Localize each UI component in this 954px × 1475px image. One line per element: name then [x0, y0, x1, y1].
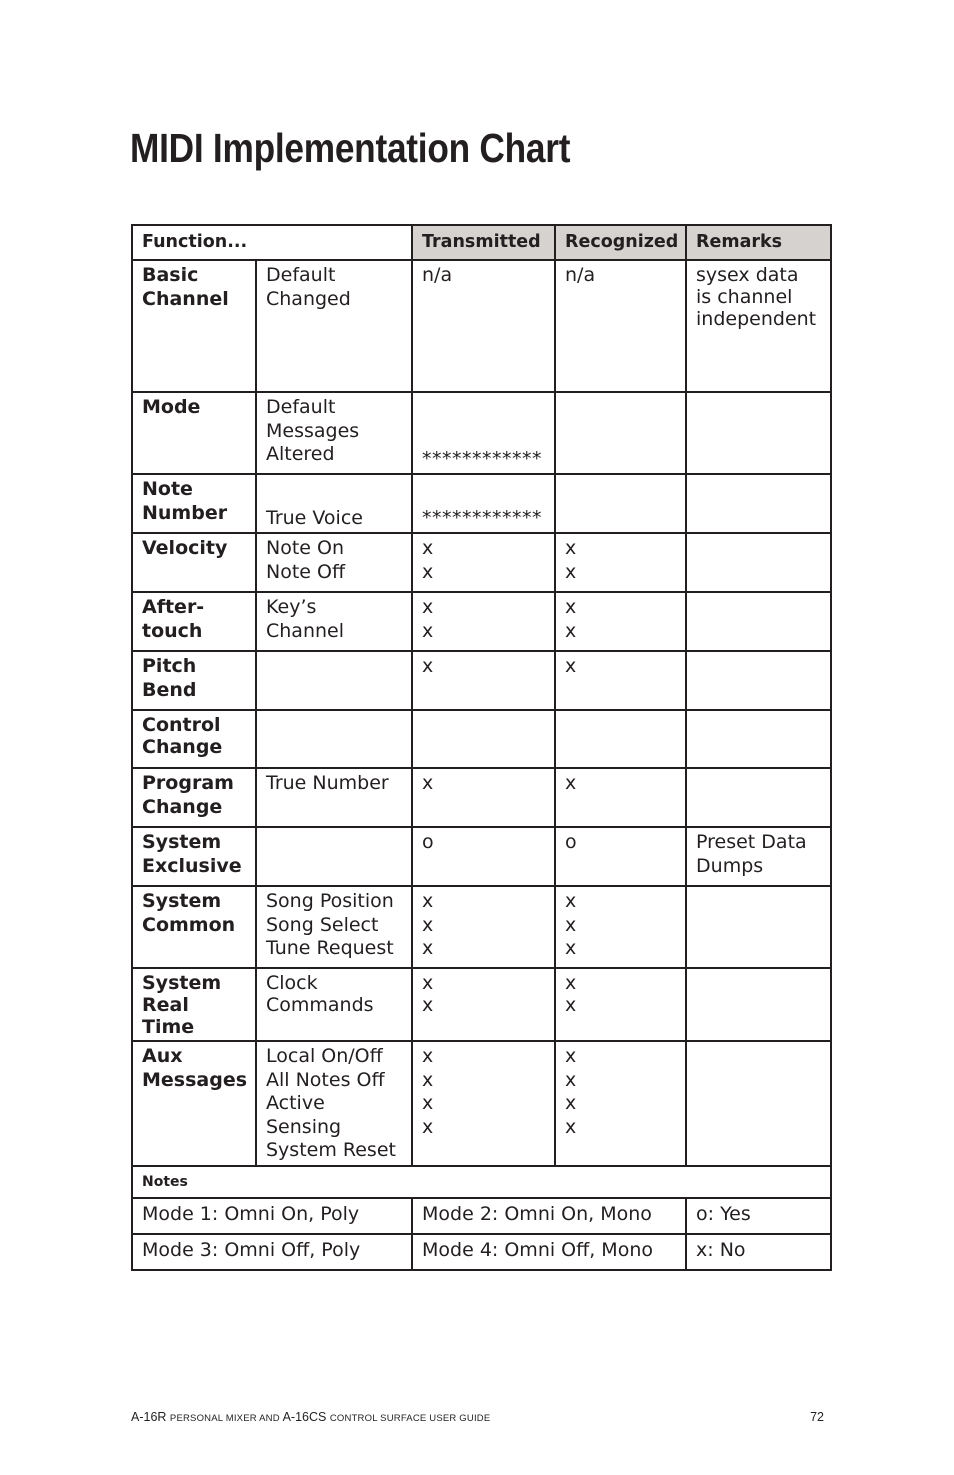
function-cell: Program Change: [132, 768, 256, 827]
footer-product-1-smallcaps: PERSONAL MIXER AND: [169, 1413, 280, 1424]
header-function: Function...: [132, 225, 412, 260]
remarks-cell: [686, 768, 831, 827]
function-cell: Note Number: [132, 474, 256, 533]
notes-row: [132, 1234, 831, 1270]
footer-guide-title: [131, 1408, 490, 1428]
table-row: [132, 392, 831, 474]
footer-product-2-smallcaps: CONTROL SURFACE USER GUIDE: [329, 1413, 491, 1424]
remarks-cell: [686, 1041, 831, 1166]
transmitted-cell: x: [412, 651, 555, 710]
transmitted-cell: [412, 710, 555, 768]
detail-cell: True Voice: [256, 474, 412, 533]
note-cell: Mode 4: Omni Off, Mono: [412, 1234, 686, 1270]
function-cell: System Real Time: [132, 968, 256, 1041]
footer-product-1: A-16R: [131, 1410, 170, 1424]
remarks-cell: Preset Data Dumps: [686, 827, 831, 886]
transmitted-cell: n/a: [412, 260, 555, 392]
note-cell: x: No: [686, 1234, 831, 1270]
transmitted-cell: x x x x: [412, 1041, 555, 1166]
page-number: 72: [810, 1410, 824, 1424]
remarks-cell: [686, 651, 831, 710]
detail-cell: [256, 710, 412, 768]
function-cell: Aux Messages: [132, 1041, 256, 1166]
remarks-cell: [686, 533, 831, 592]
page-title: MIDI Implementation Chart: [130, 125, 571, 171]
recognized-cell: x x x: [555, 886, 686, 968]
recognized-cell: [555, 710, 686, 768]
remarks-cell: [686, 592, 831, 651]
notes-row: [132, 1198, 831, 1234]
remarks-cell: [686, 968, 831, 1041]
recognized-cell: n/a: [555, 260, 686, 392]
transmitted-cell: ************: [412, 392, 555, 474]
detail-cell: Key’s Channel: [256, 592, 412, 651]
function-cell: Mode: [132, 392, 256, 474]
remarks-cell: [686, 886, 831, 968]
notes-label: Notes: [132, 1166, 831, 1198]
remarks-cell: sysex data is channel independent: [686, 260, 831, 392]
recognized-cell: x x: [555, 533, 686, 592]
detail-cell: Clock Commands: [256, 968, 412, 1041]
table-row: [132, 886, 831, 968]
recognized-cell: [555, 474, 686, 533]
transmitted-cell: x x: [412, 968, 555, 1041]
function-cell: Pitch Bend: [132, 651, 256, 710]
table-row: [132, 968, 831, 1041]
header-transmitted: Transmitted: [412, 225, 555, 260]
function-cell: Control Change: [132, 710, 256, 768]
note-cell: o: Yes: [686, 1198, 831, 1234]
detail-cell: Local On/Off All Notes Off Active Sensing System Reset: [256, 1041, 412, 1166]
midi-implementation-table: [131, 224, 832, 1271]
recognized-cell: x: [555, 651, 686, 710]
table-row: [132, 827, 831, 886]
detail-cell: Song Position Song Select Tune Request: [256, 886, 412, 968]
recognized-cell: x x: [555, 968, 686, 1041]
transmitted-cell: x x: [412, 533, 555, 592]
transmitted-cell: o: [412, 827, 555, 886]
remarks-cell: [686, 474, 831, 533]
detail-cell: [256, 827, 412, 886]
transmitted-cell: x: [412, 768, 555, 827]
table-row: [132, 474, 831, 533]
table-row: [132, 710, 831, 768]
function-cell: System Common: [132, 886, 256, 968]
table-row: [132, 651, 831, 710]
table-row: [132, 260, 831, 392]
transmitted-cell: x x x: [412, 886, 555, 968]
recognized-cell: [555, 392, 686, 474]
function-cell: Basic Channel: [132, 260, 256, 392]
detail-cell: True Number: [256, 768, 412, 827]
note-cell: Mode 1: Omni On, Poly: [132, 1198, 412, 1234]
note-cell: Mode 2: Omni On, Mono: [412, 1198, 686, 1234]
detail-cell: Note On Note Off: [256, 533, 412, 592]
function-cell: Velocity: [132, 533, 256, 592]
table-row: [132, 592, 831, 651]
recognized-cell: x x x x: [555, 1041, 686, 1166]
footer-product-2: A-16CS: [279, 1410, 330, 1424]
detail-cell: Default Changed: [256, 260, 412, 392]
recognized-cell: x x: [555, 592, 686, 651]
detail-cell: [256, 651, 412, 710]
function-cell: System Exclusive: [132, 827, 256, 886]
detail-cell: Default Messages Altered: [256, 392, 412, 474]
remarks-cell: [686, 392, 831, 474]
recognized-cell: x: [555, 768, 686, 827]
table-row: [132, 768, 831, 827]
transmitted-cell: ************: [412, 474, 555, 533]
header-recognized: Recognized: [555, 225, 686, 260]
recognized-cell: o: [555, 827, 686, 886]
remarks-cell: [686, 710, 831, 768]
note-cell: Mode 3: Omni Off, Poly: [132, 1234, 412, 1270]
function-cell: After- touch: [132, 592, 256, 651]
header-remarks: Remarks: [686, 225, 831, 260]
table-row: [132, 533, 831, 592]
notes-header-row: [132, 1166, 831, 1198]
transmitted-cell: x x: [412, 592, 555, 651]
header-row: [132, 225, 831, 260]
table-row: [132, 1041, 831, 1166]
